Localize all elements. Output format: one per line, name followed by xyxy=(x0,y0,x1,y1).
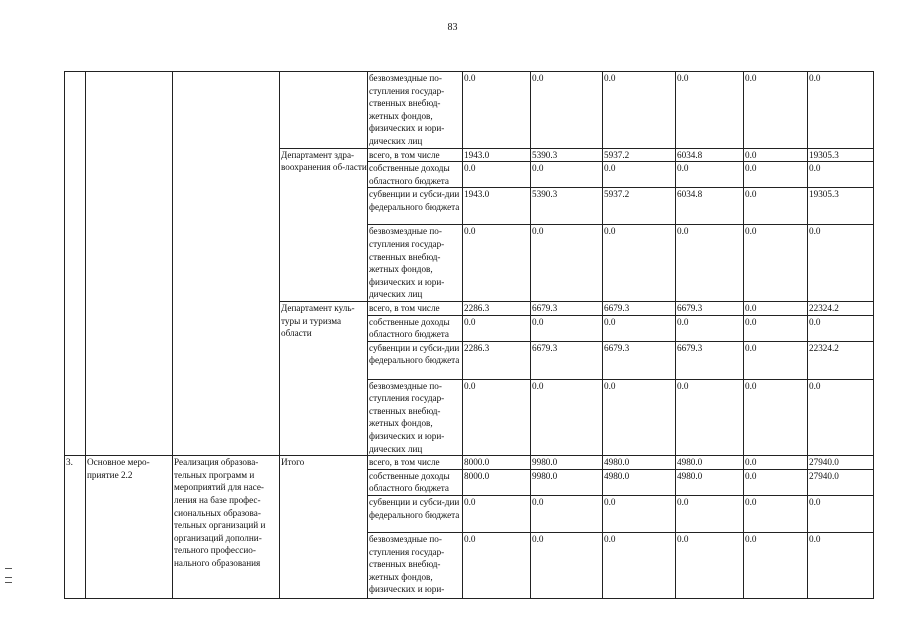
value-cell: 0.0 xyxy=(603,315,676,341)
value-cell: 5937.2 xyxy=(603,188,676,225)
value-cell: 0.0 xyxy=(531,162,603,188)
funding-source-cell: всего, в том числе xyxy=(368,456,463,470)
table-row xyxy=(65,456,874,470)
value-cell: 19305.3 xyxy=(808,188,874,225)
value-cell: 0.0 xyxy=(808,496,874,533)
value-cell: 27940.0 xyxy=(808,456,874,470)
value-cell: 6679.3 xyxy=(603,301,676,315)
number-cell xyxy=(65,72,86,456)
value-cell: 0.0 xyxy=(808,315,874,341)
department-cell: Итого xyxy=(280,456,368,599)
value-cell: 5937.2 xyxy=(603,148,676,162)
funding-source-cell: субвенции и субси-дии федерального бюджета xyxy=(368,496,463,533)
value-cell: 8000.0 xyxy=(463,469,531,495)
measure-name-cell xyxy=(86,72,173,456)
value-cell: 0.0 xyxy=(603,496,676,533)
value-cell: 0.0 xyxy=(744,162,808,188)
value-cell: 22324.2 xyxy=(808,341,874,379)
value-cell: 0.0 xyxy=(676,72,744,149)
value-cell: 0.0 xyxy=(808,533,874,599)
margin-scan-mark xyxy=(5,582,12,583)
funding-source-cell: субвенции и субси-дии федерального бюджета xyxy=(368,341,463,379)
value-cell: 6679.3 xyxy=(531,301,603,315)
value-cell: 19305.3 xyxy=(808,148,874,162)
value-cell: 0.0 xyxy=(676,225,744,302)
value-cell: 0.0 xyxy=(808,72,874,149)
funding-source-cell: безвозмездные по-ступления государ-ственных внебюд-жетных фондов, физических и юри- xyxy=(368,533,463,599)
value-cell: 4980.0 xyxy=(676,469,744,495)
funding-source-cell: безвозмездные по-ступления государ-ственных внебюд-жетных фондов, физических и юри-дических лиц xyxy=(368,379,463,456)
department-cell: Департамент куль-туры и туризма области xyxy=(280,301,368,455)
value-cell: 0.0 xyxy=(676,496,744,533)
value-cell: 2286.3 xyxy=(463,301,531,315)
value-cell: 4980.0 xyxy=(603,456,676,470)
value-cell: 0.0 xyxy=(531,315,603,341)
value-cell: 1943.0 xyxy=(463,148,531,162)
measure-name-cell: Основное меро-приятие 2.2 xyxy=(86,456,173,599)
value-cell: 0.0 xyxy=(808,379,874,456)
value-cell: 8000.0 xyxy=(463,456,531,470)
value-cell: 0.0 xyxy=(603,225,676,302)
funding-source-cell: всего, в том числе xyxy=(368,148,463,162)
value-cell: 4980.0 xyxy=(603,469,676,495)
funding-source-cell: всего, в том числе xyxy=(368,301,463,315)
funding-source-cell: безвозмездные по-ступления государ-ственных внебюд-жетных фондов, физических и юри-дических лиц xyxy=(368,225,463,302)
value-cell: 0.0 xyxy=(744,341,808,379)
funding-source-cell: собственные доходы областного бюджета xyxy=(368,162,463,188)
value-cell: 4980.0 xyxy=(676,456,744,470)
value-cell: 2286.3 xyxy=(463,341,531,379)
value-cell: 0.0 xyxy=(744,456,808,470)
value-cell: 0.0 xyxy=(676,379,744,456)
value-cell: 0.0 xyxy=(531,225,603,302)
value-cell: 0.0 xyxy=(463,225,531,302)
value-cell: 0.0 xyxy=(463,379,531,456)
financing-table xyxy=(64,71,874,599)
value-cell: 0.0 xyxy=(463,533,531,599)
page-number: 83 xyxy=(447,22,458,33)
funding-source-cell: субвенции и субси-дии федерального бюджета xyxy=(368,188,463,225)
value-cell: 6034.8 xyxy=(676,148,744,162)
value-cell: 0.0 xyxy=(808,162,874,188)
value-cell: 6034.8 xyxy=(676,188,744,225)
value-cell: 0.0 xyxy=(531,496,603,533)
funding-source-cell: собственные доходы областного бюджета xyxy=(368,469,463,495)
value-cell: 0.0 xyxy=(603,72,676,149)
value-cell: 0.0 xyxy=(603,379,676,456)
value-cell: 0.0 xyxy=(676,162,744,188)
value-cell: 6679.3 xyxy=(676,301,744,315)
value-cell: 0.0 xyxy=(603,162,676,188)
value-cell: 6679.3 xyxy=(531,341,603,379)
value-cell: 9980.0 xyxy=(531,469,603,495)
value-cell: 0.0 xyxy=(744,533,808,599)
value-cell: 0.0 xyxy=(744,188,808,225)
value-cell: 6679.3 xyxy=(603,341,676,379)
funding-source-cell: собственные доходы областного бюджета xyxy=(368,315,463,341)
value-cell: 6679.3 xyxy=(676,341,744,379)
value-cell: 0.0 xyxy=(744,379,808,456)
funding-source-cell: безвозмездные по-ступления государ-ственных внебюд-жетных фондов, физических и юри-дических лиц xyxy=(368,72,463,149)
measure-description-cell: Реализация образова-тельных программ и мероприятий для насе-ления на базе профес-сиональных образова-тельных организаций и организаций дополни-тельного профессио-нального образования xyxy=(173,456,280,599)
table-row xyxy=(65,72,874,149)
value-cell: 0.0 xyxy=(463,315,531,341)
value-cell: 0.0 xyxy=(676,315,744,341)
value-cell: 27940.0 xyxy=(808,469,874,495)
value-cell: 0.0 xyxy=(603,533,676,599)
value-cell: 9980.0 xyxy=(531,456,603,470)
value-cell: 0.0 xyxy=(463,72,531,149)
value-cell: 5390.3 xyxy=(531,148,603,162)
value-cell: 0.0 xyxy=(744,148,808,162)
department-cell: Департамент здра-воохранения об-ласти xyxy=(280,148,368,301)
value-cell: 0.0 xyxy=(744,469,808,495)
value-cell: 0.0 xyxy=(744,72,808,149)
value-cell: 0.0 xyxy=(744,225,808,302)
margin-scan-mark xyxy=(5,577,12,578)
department-cell xyxy=(280,72,368,149)
value-cell: 0.0 xyxy=(463,162,531,188)
value-cell: 0.0 xyxy=(808,225,874,302)
value-cell: 0.0 xyxy=(676,533,744,599)
value-cell: 22324.2 xyxy=(808,301,874,315)
value-cell: 0.0 xyxy=(531,379,603,456)
value-cell: 0.0 xyxy=(744,315,808,341)
value-cell: 0.0 xyxy=(744,301,808,315)
value-cell: 0.0 xyxy=(744,496,808,533)
measure-description-cell xyxy=(173,72,280,456)
margin-scan-mark xyxy=(5,568,12,569)
value-cell: 1943.0 xyxy=(463,188,531,225)
value-cell: 0.0 xyxy=(531,72,603,149)
number-cell: 3. xyxy=(65,456,86,599)
value-cell: 5390.3 xyxy=(531,188,603,225)
value-cell: 0.0 xyxy=(463,496,531,533)
value-cell: 0.0 xyxy=(531,533,603,599)
